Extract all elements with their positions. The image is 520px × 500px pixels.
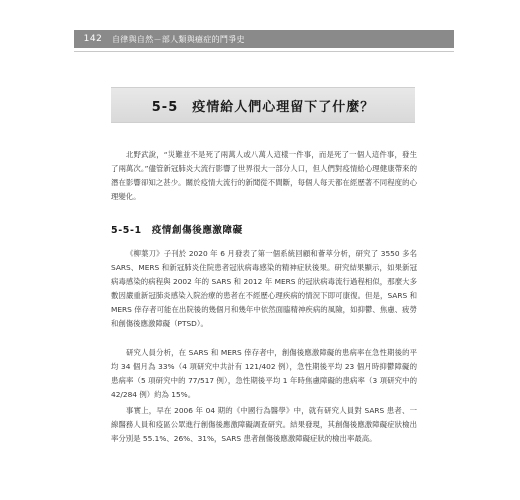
paragraph-prevalence-analysis: 研究人員分析，在 SARS 和 MERS 倖存者中，創傷後應激障礙的患病率在急性期後的平均 34 個月為 33%（4 項研究中共計有 121/402 例），急性期後平均 23 個月時抑鬱障礙的患病率（5 項研究中的 77/517 例），急性期後平均 1 年時焦慮障礙的患病率（3 項研究中的 42/284 例）約為 15%。 [111, 348, 417, 399]
section-banner [111, 87, 415, 123]
page-number: 142 [83, 34, 103, 44]
subsection-title: 5-5-1 疫情創傷後應激障礙 [111, 225, 243, 236]
paragraph-sars-survey: 事實上，早在 2006 年 04 期的《中國行為醫學》中，就有研究人員對 SARS 患者、一線醫務人員和疫區公眾進行創傷後應激障礙調查研究。結果發現，其創傷後應激障礙症狀檢出率分別是 55.1%、26%、31%，SARS 患者創傷後應激障礙症狀的檢出率最高。 [111, 406, 417, 443]
paragraph-lancet-study: 《柳葉刀》子刊於 2020 年 6 月發表了第一個系統回顧和薈萃分析，研究了 3550 多名 SARS、MERS 和新冠肺炎住院患者冠狀病毒感染的精神症狀後果。研究結果顯示，如果新冠病毒感染的病程與 2002 年的 SARS 和 2012 年 MERS 的冠狀病毒流行過程相似，那麼大多數因嚴重新冠肺炎感染入院治療的患者在不經歷心理疾病的情況下即可康復。但是，SARS 和 MERS 倖存者可能在出院後的幾個月和幾年中依然面臨精神疾病的風險，如抑鬱、焦慮、疲勞和創傷後應激障礙（PTSD）。 [111, 249, 417, 328]
running-title: 自律與自然－部人類與癔症的鬥爭史 [112, 34, 245, 44]
running-header [74, 30, 454, 48]
paragraph-intro: 北野武說，“災難並不是死了兩萬人或八萬人這樣一件事，而是死了一個人這件事，發生了兩萬次。”儘管新冠肺炎大流行影響了世界很大一部分人口，但人們對疫情給心理健康帶來的潛在影響卻知之甚少。關於疫情大流行的新聞從不間斷，每個人每天都在經歷著不同程度的心理變化。 [111, 150, 417, 201]
section-title: 5-5 疫情給人們心理留下了什麼？ [151, 99, 375, 115]
header-rule [74, 51, 454, 52]
